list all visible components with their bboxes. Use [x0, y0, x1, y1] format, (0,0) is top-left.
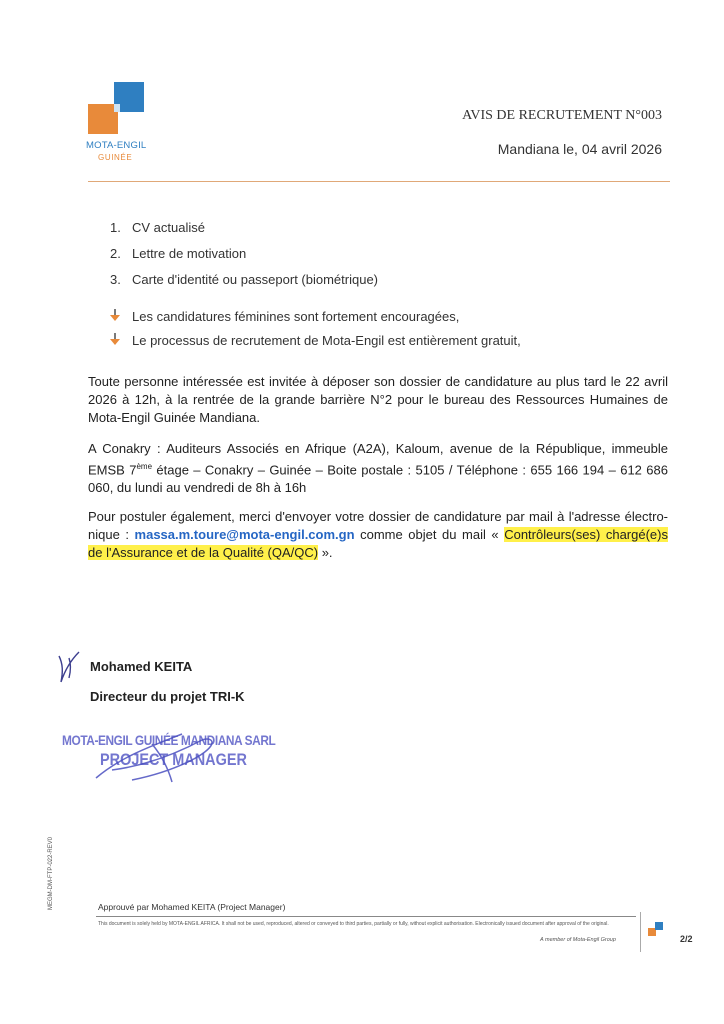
list-item — [110, 246, 378, 272]
company-stamp — [62, 726, 276, 786]
list-text: CV actualisé — [132, 220, 205, 235]
conakry-text: A Conakry : Auditeurs Associés en Afrique (A2A), Kaloum, avenue de la République, immeuble EMSB 7 — [88, 441, 668, 478]
signer-role: Directeur du projet TRI-K — [90, 689, 245, 704]
list-number: 1. — [110, 220, 121, 235]
stamp-line-2: PROJECT MANAGER — [100, 750, 247, 769]
deadline-paragraph: Toute personne intéressée est invitée à déposer son dossier de candidature au plus tard le 22 avril 2026 à 12h, à la rentrée de la grande barrière N°2 pour le bureau des Ressources Humaines de Mota-Engil Guinée Mandiana. — [88, 374, 668, 425]
email-intro: Pour postuler également, merci d'envoyer votre dossier de candidature par mail à l'adresse électro-nique : — [88, 509, 668, 542]
list-text: Lettre de motivation — [132, 246, 247, 261]
ordinal-superscript: ème — [136, 462, 153, 471]
email-paragraph — [88, 508, 668, 562]
notice-title: AVIS DE RECRUTEMENT N°003 — [462, 108, 662, 123]
list-number: 3. — [110, 272, 121, 287]
stamp-line-1: MOTA-ENGIL GUINÉE MANDIANA SARL — [62, 732, 276, 748]
signature-scribble-icon — [92, 726, 242, 786]
arrow-bullet-icon — [110, 309, 132, 324]
documents-list — [110, 220, 378, 298]
list-item — [110, 220, 378, 246]
company-logo — [88, 82, 148, 178]
signer-name: Mohamed KEITA — [90, 659, 193, 674]
footer-logo — [648, 922, 664, 940]
header-divider — [88, 181, 670, 182]
conakry-text-cont: étage – Conakry – Guinée – Boite postale : 5105 / Téléphone : 655 166 194 – 612 686 060, du lundi au vendredi de 8h à 16h — [88, 462, 668, 496]
logo-name: MOTA-ENGIL — [86, 140, 147, 151]
footer-logo-blue — [655, 922, 663, 930]
footer-divider — [96, 916, 636, 917]
email-link[interactable]: massa.m.toure@mota-engil.com.gn — [134, 527, 355, 542]
email-end: ». — [318, 545, 333, 560]
bullet-text: Les candidatures féminines sont fortement encouragées, — [132, 309, 460, 324]
list-item — [110, 272, 378, 298]
group-member-text: A member of Mota-Engil Group — [540, 937, 616, 943]
disclaimer-text: This document is solely held by MOTA-ENGIL AFRICA. It shall not be used, reproduced, altered or conveyed to third parties, partially or fully, without explicit authorisation. Electronically issued document after approval of the original. — [98, 921, 609, 927]
document-code: MEGM-DM-FTP-022-REV0 — [48, 836, 54, 910]
bullet-text: Le processus de recrutement de Mota-Engil est entièrement gratuit, — [132, 333, 521, 348]
list-number: 2. — [110, 246, 121, 261]
date-line: Mandiana le, 04 avril 2026 — [497, 141, 662, 157]
arrow-bullet-icon — [110, 333, 132, 348]
logo-subtitle: GUINÉE — [98, 153, 133, 162]
page-number: 2/2 — [680, 934, 693, 944]
email-mid: comme objet du mail « — [354, 527, 505, 542]
approval-line: Approuvé par Mohamed KEITA (Project Manager) — [98, 902, 286, 912]
conakry-paragraph — [88, 440, 668, 497]
bullet-item — [110, 309, 521, 333]
email-subject-highlight: Contrôleurs(ses) chargé(e)s de l'Assurance et de la Qualité (QA/QC) — [88, 527, 668, 560]
initials-signature-icon — [55, 650, 85, 684]
logo-overlap — [114, 104, 120, 112]
footer-vertical-divider — [640, 912, 641, 952]
bullet-item — [110, 333, 521, 357]
bullet-list — [110, 309, 521, 357]
list-text: Carte d'identité ou passeport (biométrique) — [132, 272, 379, 287]
